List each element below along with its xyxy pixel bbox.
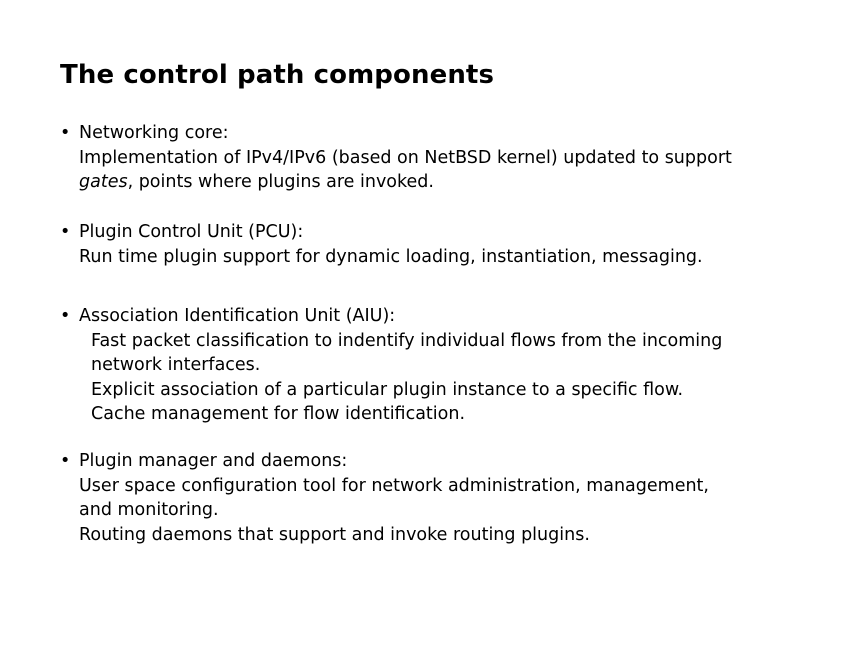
body-line: Cache management for flow identification. xyxy=(91,404,466,424)
body-line: User space configuration tool for network administration, management, xyxy=(79,475,709,496)
bullet-body xyxy=(60,329,722,427)
bullet-body xyxy=(60,474,709,548)
bullet-plugin-manager xyxy=(60,449,709,547)
bullet-dot-icon: • xyxy=(60,451,71,471)
body-line: Implementation of IPv4/IPv6 (based on NetBSD kernel) updated to support xyxy=(79,147,732,168)
body-line: Fast packet classification to indentify individual flows from the incoming xyxy=(91,330,723,351)
body-line: Explicit association of a particular plugin instance to a specific flow. xyxy=(91,379,684,400)
bullet-heading xyxy=(60,304,722,329)
bullet-dot-icon: • xyxy=(60,222,71,242)
body-line-rest: , points where plugins are invoked. xyxy=(127,172,434,192)
bullet-heading xyxy=(60,220,703,245)
bullet-networking-core xyxy=(60,121,732,195)
bullet-dot-icon: • xyxy=(60,123,71,143)
bullet-dot-icon: • xyxy=(60,306,71,326)
bullet-association-identification-unit xyxy=(60,304,722,427)
bullet-heading-text: Association Identification Unit (AIU): xyxy=(79,306,396,326)
bullet-heading-text: Networking core: xyxy=(79,123,229,143)
bullet-heading-text: Plugin manager and daemons: xyxy=(79,451,348,471)
bullet-heading-text: Plugin Control Unit (PCU): xyxy=(79,222,304,242)
body-line: Routing daemons that support and invoke routing plugins. xyxy=(79,524,590,545)
body-line xyxy=(79,170,732,195)
bullet-heading xyxy=(60,449,709,474)
bullet-plugin-control-unit xyxy=(60,220,703,269)
slide-title: The control path components xyxy=(60,60,495,90)
body-line: network interfaces. xyxy=(91,355,261,375)
bullet-body xyxy=(60,245,703,270)
bullet-body xyxy=(60,146,732,195)
bullet-heading xyxy=(60,121,732,146)
body-line: Run time plugin support for dynamic loading, instantiation, messaging. xyxy=(79,246,703,267)
emphasis-gates: gates xyxy=(79,172,128,192)
body-line: and monitoring. xyxy=(79,500,219,520)
